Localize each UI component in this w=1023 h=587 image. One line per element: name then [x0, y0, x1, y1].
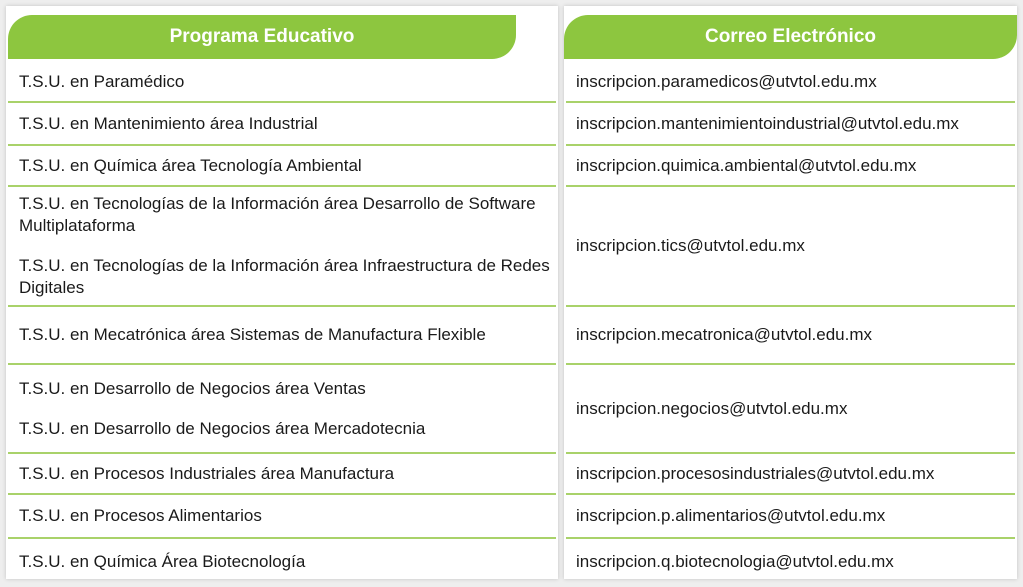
table-row [8, 539, 556, 584]
program-name: T.S.U. en Tecnologías de la Información área Desarrollo de Software Multiplataforma [19, 194, 536, 235]
email-link[interactable]: inscripcion.procesosindustriales@utvtol.edu.mx [576, 463, 935, 483]
email-row [566, 187, 1015, 307]
email-row [566, 307, 1015, 365]
table-row [8, 495, 556, 539]
program-name: T.S.U. en Paramédico [19, 71, 185, 91]
email-link[interactable]: inscripcion.p.alimentarios@utvtol.edu.mx [576, 506, 886, 525]
program-name: T.S.U. en Procesos Alimentarios [19, 506, 262, 525]
email-row [566, 103, 1015, 146]
email-row [566, 495, 1015, 539]
table-row [8, 187, 556, 307]
program-name: T.S.U. en Química Área Biotecnología [19, 551, 306, 571]
table-row [8, 365, 556, 454]
email-link[interactable]: inscripcion.q.biotecnologia@utvtol.edu.mx [576, 551, 894, 571]
email-row [566, 454, 1015, 495]
program-header: Programa Educativo [8, 15, 516, 59]
email-header: Correo Electrónico [564, 15, 1017, 59]
email-row [566, 539, 1015, 584]
program-name: T.S.U. en Desarrollo de Negocios área Mercadotecnia [19, 418, 426, 438]
table-row [8, 62, 556, 103]
program-name: T.S.U. en Química área Tecnología Ambiental [19, 155, 362, 175]
email-row [566, 146, 1015, 187]
email-link[interactable]: inscripcion.negocios@utvtol.edu.mx [576, 398, 848, 418]
email-link[interactable]: inscripcion.quimica.ambiental@utvtol.edu.mx [576, 155, 917, 175]
table-row [8, 454, 556, 495]
email-column [564, 6, 1017, 579]
program-name: T.S.U. en Tecnologías de la Información área Infraestructura de Redes Digitales [19, 256, 550, 297]
table-row [8, 146, 556, 187]
email-link[interactable]: inscripcion.paramedicos@utvtol.edu.mx [576, 71, 877, 91]
program-name: T.S.U. en Mecatrónica área Sistemas de Manufactura Flexible [19, 325, 486, 344]
table-row [8, 103, 556, 146]
email-row [566, 365, 1015, 454]
program-column [6, 6, 558, 579]
email-link[interactable]: inscripcion.tics@utvtol.edu.mx [576, 236, 805, 255]
program-name: T.S.U. en Desarrollo de Negocios área Ventas [19, 378, 366, 398]
email-link[interactable]: inscripcion.mantenimientoindustrial@utvtol.edu.mx [576, 113, 959, 133]
email-row [566, 62, 1015, 103]
email-link[interactable]: inscripcion.mecatronica@utvtol.edu.mx [576, 325, 872, 344]
program-name: T.S.U. en Mantenimiento área Industrial [19, 113, 318, 133]
program-name: T.S.U. en Procesos Industriales área Manufactura [19, 463, 395, 483]
table-row [8, 307, 556, 365]
